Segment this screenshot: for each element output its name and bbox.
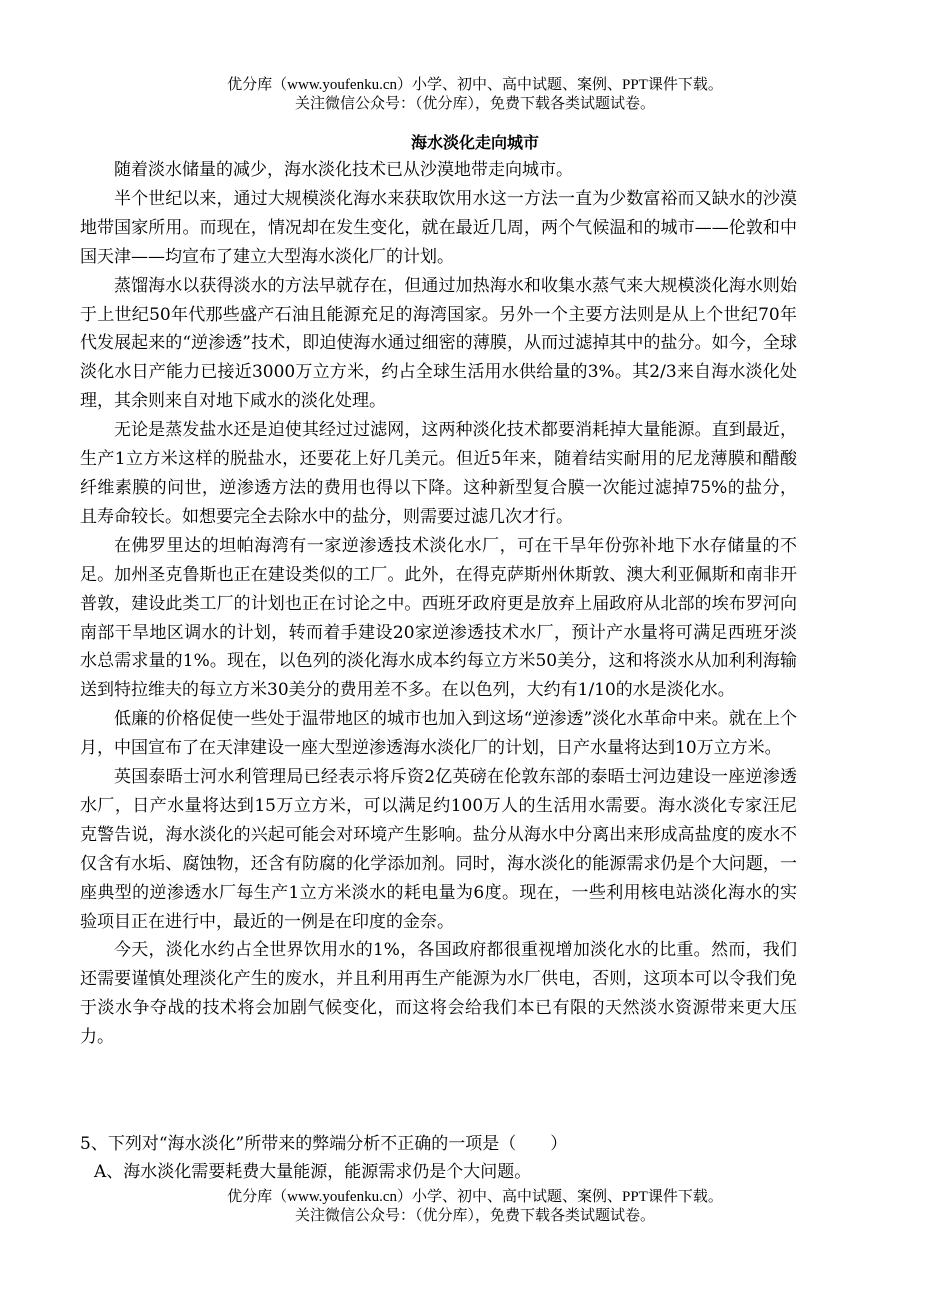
article-paragraph: 蒸馏海水以获得淡水的方法早就存在，但通过加热海水和收集水蒸气来大规模淡化海水则始于上世纪50年代那些盛产石油且能源充足的海湾国家。另外一个主要方法则是从上个世纪70年代发展起来的“逆渗透”技术，即迫使海水通过细密的薄膜，从而过滤掉其中的盐分。如今，全球淡化水日产能力已接近3000万立方米，约占全球生活用水供给量的3%。其2/3来自海水淡化处理，其余则来自对地下咸水的淡化处理。: [80, 275, 797, 412]
article-title: 海水淡化走向城市: [410, 133, 539, 152]
article-paragraph: 低廉的价格促使一些处于温带地区的城市也加入到这场“逆渗透”淡化水革命中来。就在上个月，中国宣布了在天津建设一座大型逆渗透海水淡化厂的计划，日产水量将达到10万立方米。: [80, 709, 797, 759]
article-paragraph: 英国泰晤士河水利管理局已经表示将斥资2亿英磅在伦敦东部的泰晤士河边建设一座逆渗透水厂，日产水量将达到15万立方米，可以满足约100万人的生活用水需要。海水淡化专家汪尼克警告说，海水淡化的兴起可能会对环境产生影响。盐分从海水中分离出来形成高盐度的废水不仅含有水垢、腐蚀物，还含有防腐的化学添加剂。同时，海水淡化的能源需求仍是个大问题，一座典型的逆渗透水厂每生产1立方米淡水的耗电量为6度。现在，一些利用核电站淡化海水的实验项目正在进行中，最近的一例是在印度的金奈。: [80, 767, 797, 932]
question-stem: 5、下列对“海水淡化”所带来的弊端分析不正确的一项是（ ）: [80, 1134, 568, 1154]
article-paragraph: 随着淡水储量的减少，海水淡化技术已从沙漠地带走向城市。: [114, 160, 573, 180]
article-paragraph: 在佛罗里达的坦帕海湾有一家逆渗透技术淡化水厂，可在干旱年份弥补地下水存储量的不足。加州圣克鲁斯也正在建设类似的工厂。此外，在得克萨斯州休斯敦、澳大利亚佩斯和南非开普敦，建设此类工厂的计划也正在讨论之中。西班牙政府更是放弃上届政府从北部的埃布罗河向南部干旱地区调水的计划，转而着手建设20家逆渗透技术水厂，预计产水量将可满足西班牙淡水总需求量的1%。现在，以色列的淡化海水成本约每立方米50美分，这和将淡水从加利利海输送到特拉维夫的每立方米30美分的费用差不多。在以色列，大约有1/10的水是淡化水。: [80, 535, 797, 701]
article-paragraph: 今天，淡化水约占全世界饮用水的1%，各国政府都很重视增加淡化水的比重。然而，我们还需要谨慎处理淡化产生的废水，并且利用再生产能源为水厂供电，否则，这项本可以令我们免于淡水争夺战的技术将会加剧气候变化，而这将会给我们本已有限的天然淡水资源带来更大压力。: [80, 940, 797, 1048]
article-paragraph: 半个世纪以来，通过大规模淡化海水来获取饮用水这一方法一直为少数富裕而又缺水的沙漠地带国家所用。而现在，情况却在发生变化，就在最近几周，两个气候温和的城市——伦敦和中国天津——均宣布了建立大型海水淡化厂的计划。: [80, 188, 797, 267]
article-paragraph: 无论是蒸发盐水还是迫使其经过过滤网，这两种淡化技术都要消耗掉大量能源。直到最近，生产1立方米这样的脱盐水，还要花上好几美元。但近5年来，随着结实耐用的尼龙薄膜和醋酸纤维素膜的问世，逆渗透方法的费用也得以下降。这种新型复合膜一次能过滤掉75%的盐分，且寿命较长。如想要完全去除水中的盐分，则需要过滤几次才行。: [80, 420, 797, 527]
footer-line-1: 优分库（www.youfenku.cn）小学、初中、高中试题、案例、PPT课件下载。: [227, 1189, 723, 1205]
footer-line-2: 关注微信公众号：（优分库），免费下载各类试题试卷。: [294, 1208, 655, 1224]
question-option-a: A、海水淡化需要耗费大量能源，能源需求仍是个大问题。: [94, 1162, 532, 1182]
header-line-2: 关注微信公众号：（优分库），免费下载各类试题试卷。: [294, 96, 655, 112]
article-body: [80, 156, 797, 1052]
header-line-1: 优分库（www.youfenku.cn）小学、初中、高中试题、案例、PPT课件下载。: [227, 77, 723, 93]
